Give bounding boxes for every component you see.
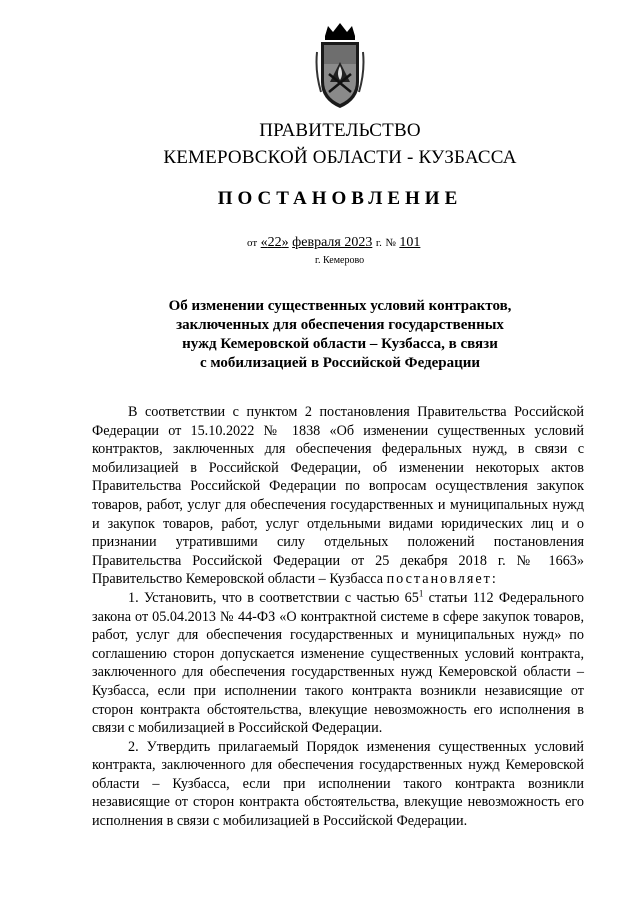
subject-line: заключенных для обеспечения государственных [176,317,504,333]
number-sign: № [385,237,396,249]
date-month-year: февраля 2023 [292,235,373,250]
preamble-paragraph [92,403,584,589]
paragraph-1-text-end: статьи 112 Федерального закона от 05.04.2013 № 44-ФЗ «О контрактной системе в сфере закупок товаров, работ, услуг для обеспечения государственных и муниципальных нужд» по соглашению сторон допускается изменение существенных условий контракта, заключенного для обеспечения государственных нужд Кемеровской области – Кузбасса, если при исполнении такого контракта возникли независящие от сторон контракта обстоятельства, влекущие невозможность его исполнения в связи с мобилизацией в Российской Федерации. [92,589,585,737]
date-prefix: от [247,237,258,249]
preamble-text: В соответствии с пунктом 2 постановления Правительства Российской Федерации от 15.10.2022 № 1838 «Об изменении существенных условий контрактов, заключенных для обеспечения федеральных нужд, в связи с мобилизацией в Российской Федерации, об изменении некоторых актов Правительства Российской Федерации по вопросам осуществления закупок товаров, работ, услуг для обеспечения государственных и муниципальных нужд и закупок товаров, работ, услуг отдельными видами юридических лиц и о признании утратившими силу отдельных положений постановления Правительства Российской Федерации от 25 декабря 2018 г. № 1663» Правительство Кемеровской области – Кузбасса [92,404,584,588]
subject-line: Об изменении существенных условий контрактов, [168,298,512,314]
city-name: г. Кемерово [315,255,365,266]
government-name-line-2: КЕМЕРОВСКОЙ ОБЛАСТИ - КУЗБАССА [163,147,517,168]
government-name-line-1: ПРАВИТЕЛЬСТВО [259,120,421,141]
date-day: 22 [267,235,282,250]
document-subject [120,297,560,373]
document-number: 101 [399,235,421,250]
coat-of-arms-icon [315,22,365,110]
document-date-number [247,235,420,251]
date-year-suffix: г. [375,237,382,249]
subject-line: с мобилизацией в Российской Федерации [199,355,481,371]
paragraph-2: 2. Утвердить прилагаемый Порядок изменения существенных условий контракта, заключенного для обеспечения государственных нужд Кемеровской области – Кузбасса, если при исполнении такого контракта возникли независящие от сторон контракта обстоятельства, влекущие невозможность его исполнения в связи с мобилизацией в Российской Федерации. [92,738,584,830]
subject-line: нужд Кемеровской области – Кузбасса, в связи [182,336,498,352]
document-type-title: ПОСТАНОВЛЕНИЕ [217,188,463,209]
date-quote-close: » [281,235,289,250]
date-quote-open: « [260,235,268,250]
paragraph-1-text-start: 1. Установить, что в соответствии с частью 65 [128,589,419,606]
paragraph-1 [92,589,584,738]
document-body [92,403,584,831]
superscript-one: 1 [418,588,424,599]
resolves-word: постановляет: [386,571,498,588]
